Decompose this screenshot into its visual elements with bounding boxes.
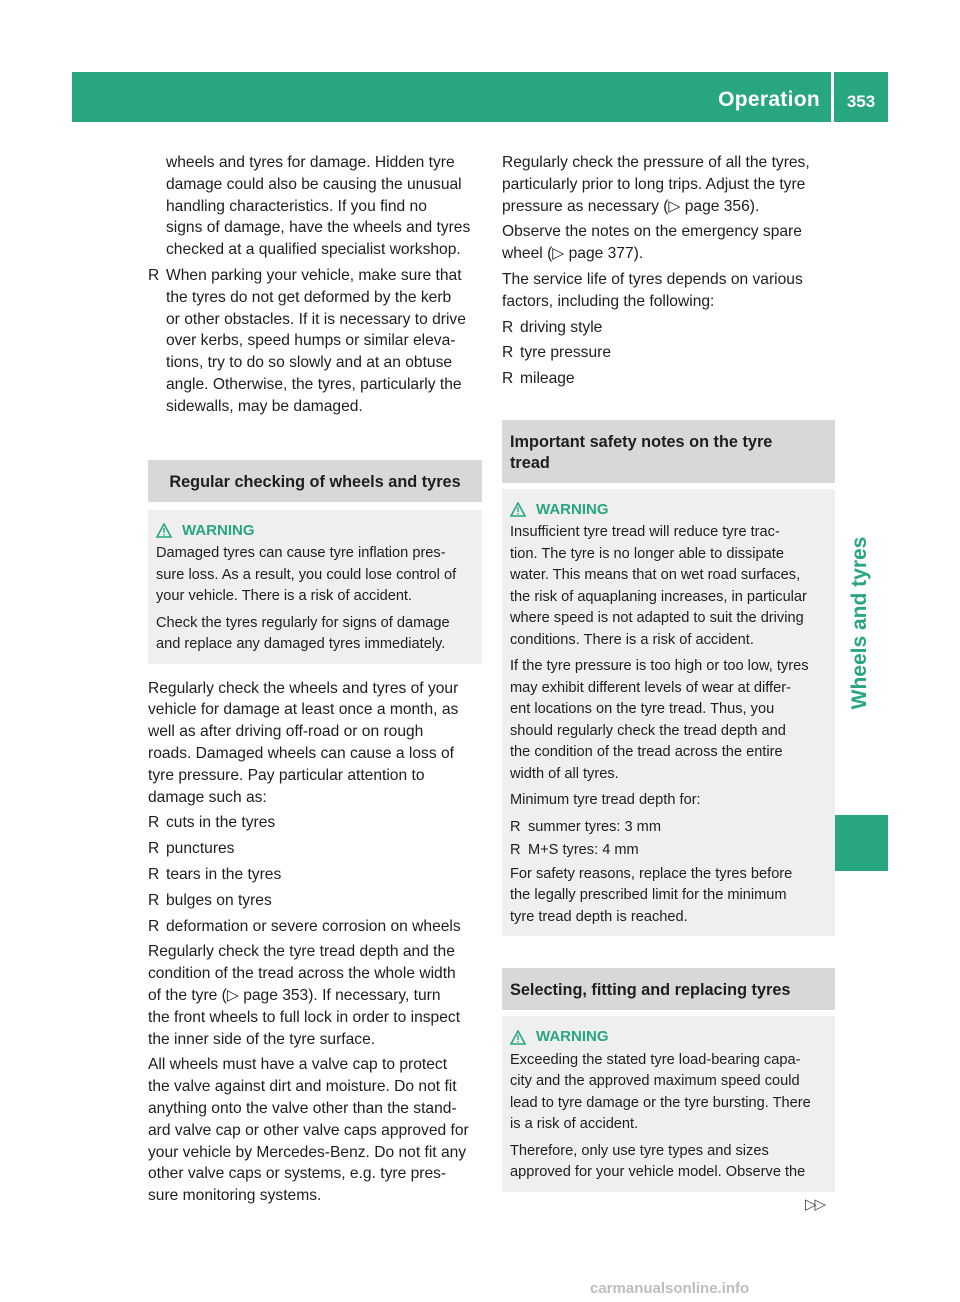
list-item [148,864,482,886]
paragraph-valve: All wheels must have a valve cap to protect the valve against dirt and moisture. Do not fit anything onto the valve other than the stand- ard valve cap or other valve caps approved for your vehicle by Mercedes-Benz. Do not fit any other valve caps or systems, e.g. tyre pres- sure monitoring systems. [148,1056,469,1205]
list-item [502,342,835,364]
continued-arrow-icon: ▷▷ [805,1196,825,1213]
warning-triangle-icon [156,523,172,538]
list-item-text: tears in the tyres [166,865,282,883]
watermark: carmanualsonline.info [590,1280,750,1297]
warning-title [510,499,827,521]
bullet-mark: R [510,818,521,835]
header-bar [72,72,888,122]
warning-text: Exceeding the stated tyre load-bearing capa- city and the approved maximum speed could lead to tyre damage or the tyre bursting. There is a risk of accident. [510,1051,811,1133]
bullet-mark: R [502,318,514,336]
page-number: 353 [846,92,876,111]
damage-list [148,812,482,937]
warning-triangle-icon [510,502,526,517]
list-item [148,916,482,938]
chapter-title: Operation [718,88,820,111]
list-item-text: deformation or severe corrosion on wheels [166,917,461,935]
warning-label: WARNING [536,500,609,518]
list-item-text: tyre pressure [520,344,611,362]
warning-label: WARNING [536,1028,609,1046]
side-tab-label: Wheels and tyres [848,536,871,710]
factor-list [502,317,835,390]
list-item [148,838,482,860]
list-item [502,368,835,390]
warning-box [502,1016,835,1192]
side-tab-marker [832,815,888,871]
tread-depth-list [510,817,827,862]
section-heading-tread: Important safety notes on the tyre tread [502,420,835,483]
list-item [510,840,827,862]
paragraph-pressure: Regularly check the pressure of all the tyres, particularly prior to long trips. Adjust the tyre pressure as necessary (▷ page 356). [502,154,810,215]
bullet-mark: R [148,840,160,858]
paragraph-tread: Regularly check the tyre tread depth and the condition of the tread across the whole width of the tyre (▷ page 353). If necessary, turn the front wheels to full lock in order to inspect the inner side of the tyre surface. [148,943,461,1048]
warning-text: Therefore, only use tyre types and sizes approved for your vehicle model. Observe the [510,1142,806,1181]
bullet-mark: R [510,842,521,859]
section-heading-regular-checking: Regular checking of wheels and tyres [148,460,482,502]
intro-continued: wheels and tyres for damage. Hidden tyre damage could also be causing the unusual handling characteristics. If you find no signs of damage, have the wheels and tyres checked at a qualified specialist workshop. [166,154,471,259]
bullet-mark: R [148,891,160,909]
list-item [502,317,835,339]
list-item [510,817,827,839]
list-item [148,812,482,834]
warning-text: Minimum tyre tread depth for: [510,792,701,809]
bullet-mark: R [502,344,514,362]
list-item-text: M+S tyres: 4 mm [528,842,639,859]
list-item-text: summer tyres: 3 mm [528,818,661,835]
bullet-mark: R [502,370,514,388]
bullet-mark: R [148,917,160,935]
bullet-mark: R [148,814,160,832]
warning-label: WARNING [182,521,255,539]
warning-text: For safety reasons, replace the tyres before the legally prescribed limit for the minimum tyre tread depth is reached. [510,865,793,925]
warning-text: If the tyre pressure is too high or too low, tyres may exhibit different levels of wear at differ- ent locations on the tyre tread. Thus, you should regularly check the tread depth and the condition of the tread across the entire width of all tyres. [510,658,809,782]
warning-box [502,489,835,937]
list-item-text: cuts in the tyres [166,814,276,832]
warning-box [148,510,482,664]
list-item [148,265,482,418]
list-item-text: punctures [166,840,235,858]
warning-text: Insufficient tyre tread will reduce tyre trac- tion. The tyre is no longer able to dissipate water. This means that on wet road surfaces, the risk of aquaplaning increases, in particular where speed is not adapted to suit the driving conditions. There is a risk of accident. [510,524,807,648]
warning-text: Damaged tyres can cause tyre inflation pres- sure loss. As a result, you could lose control of your vehicle. There is a risk of accident. [156,545,457,605]
warning-title [510,1026,827,1048]
list-item-text: mileage [520,370,575,388]
list-item-text: driving style [520,318,603,336]
list-item-text: bulges on tyres [166,891,272,909]
section-heading-selecting: Selecting, fitting and replacing tyres [502,968,835,1010]
bullet-parking-text: When parking your vehicle, make sure that the tyres do not get deformed by the kerb or other obstacles. If it is necessary to drive over kerbs, speed humps or similar eleva- tions, try to do so slowly and at an obtuse angle. Otherwise, the tyres, particularly the sidewalls, may be damaged. [166,266,466,415]
warning-triangle-icon [510,1030,526,1045]
left-column [148,152,482,1211]
list-item [148,890,482,912]
warning-text: Check the tyres regularly for signs of damage and replace any damaged tyres immediately. [156,614,450,653]
warning-title [156,520,474,542]
bullet-mark: R [148,266,160,284]
paragraph-spare: Observe the notes on the emergency spare wheel (▷ page 377). [502,223,802,263]
paragraph-check: Regularly check the wheels and tyres of your vehicle for damage at least once a month, as well as after driving off-road or on rough roads. Damaged wheels can cause a loss of tyre pressure. Pay particular attention to damage such as: [148,679,459,806]
bullet-mark: R [148,865,160,883]
paragraph-service: The service life of tyres depends on various factors, including the following: [502,270,803,310]
section-side-tab [832,533,888,713]
right-column [502,152,835,1192]
